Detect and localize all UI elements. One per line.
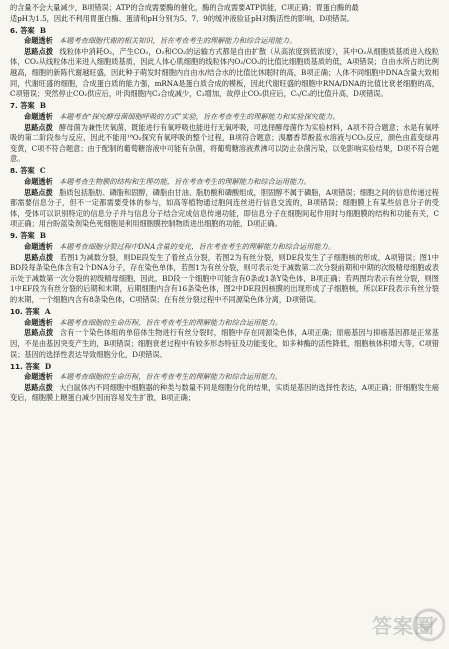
- q10-reasoning: [10, 328, 439, 360]
- q6-reasoning: [10, 47, 439, 100]
- q6-analysis: [10, 36, 439, 47]
- q9-label-reasoning: 思路点拨: [24, 252, 54, 262]
- q10-answer-line: [10, 307, 439, 318]
- intro-line-1: 的含量不会大量减少，B项错误；ATP的合成需要酶的催化，酶的合成需要ATP供能，C项正确；胃蛋白酶的最: [10, 3, 359, 12]
- q8-analysis-text: 本题考查生物膜的结构和生理功能，旨在考查考生的理解能力和综合运用能力。: [59, 177, 311, 186]
- q7-number: 7. 答案: [10, 101, 35, 111]
- q6-answer-line: [10, 26, 439, 37]
- q9-reasoning-text: 若图1为减数分裂，则DE段发生了着丝点分裂，若图2为有丝分裂，则DE段发生了子细胞核的形成，A项错误；图1中BD段每条染色体含有2个DNA分子，存在染色单体，若图1为有丝分裂，则可表示处于减数第二次分裂前期和中期的次级精母细胞或表示处于减数第一次分裂的初级精母细胞，因此，BD段一个细胞中可能含有0条或1条Y染色体，B项正确；若两图均表示有丝分裂，则图1中EF段为有丝分裂的后期和末期，后期细胞内含有16条染色体，图2中DE段因核膜的出现形成了子细胞核，所以EF段表示有丝分裂的末期，一个细胞内含有8条染色体，C项错误；在有丝分裂过程中不同源染色体分离，D项错误。: [10, 252, 439, 305]
- q6-number: 6. 答案: [10, 25, 35, 35]
- q10-reasoning-text: 含有一个染色体组的单倍体生物进行有丝分裂时，细胞中存在同源染色体，A项正确；原癌基因与抑癌基因都是正常基因，不是由基因突变产生的，B项错误；细胞衰老过程中有较多形态特征及功能变化，如多种酶的活性降低，细胞核体积增大等，C项错误；基因的选择性表达导致细胞分化，D项错误。: [10, 328, 439, 359]
- q9-answer-line: [10, 231, 439, 242]
- q7-answer-line: [10, 101, 439, 112]
- q8-answer: C: [39, 166, 46, 176]
- q8-label-reasoning: 思路点拨: [24, 187, 53, 197]
- q6-label-analysis: 命题透析: [24, 36, 53, 46]
- q9-analysis: [10, 242, 439, 253]
- q11-reasoning-text: 大白鼠体内不同细胞中细胞器的种类与数量不同是细胞分化的结果，实质是基因的选择性表达，A项正确；肝细胞发生癌变后，细胞膜上糖蛋白减少因而容易发生扩散，B项正确；: [10, 382, 439, 403]
- q11-answer: D: [44, 361, 52, 371]
- q9-label-analysis: 命题透析: [24, 242, 53, 252]
- q9-reasoning: [10, 253, 439, 306]
- q11-analysis: [10, 372, 439, 383]
- q8-analysis: [10, 177, 439, 188]
- q6-analysis-text: 本题考查细胞代谢的相关知识，旨在考查考生的理解能力和综合运用能力。: [59, 36, 297, 46]
- q7-analysis-text: 本题考查“探究酵母菌细胞呼吸的方式”实验，旨在考查考生的理解能力和实验探究能力。: [59, 111, 340, 121]
- q11-label-analysis: 命题透析: [24, 372, 53, 382]
- q8-number: 8. 答案: [10, 166, 35, 176]
- intro-line-2: 适pH为1.5，因此不利用胃蛋白酶、蛋清和pH分别为5、7、9的缓冲液验证pH对酶活性的影响，D项错误。: [10, 13, 354, 23]
- q7-reasoning-text: 酵母菌为兼性厌氧菌，既能进行有氧呼吸也能进行无氧呼吸，可选择酵母菌作为实验材料，A项不符合题意；水是有氧呼吸的第二阶段参与反应，因此不能用¹⁸O₂探究有氧呼吸的整个过程，B项符合题意；溴麝香草酚蓝水溶液与CO₂反应，颜色由蓝变绿再变黄，C项不符合题意；由于配制的葡萄糖溶液中可能有杂菌，将葡萄糖溶液煮沸可以防止杂菌污染，以免影响实验结果，D项不符合题意。: [10, 122, 439, 164]
- q7-analysis: [10, 112, 439, 123]
- q11-answer-line: [10, 362, 439, 373]
- q8-label-analysis: 命题透析: [24, 177, 53, 186]
- q10-label-reasoning: 思路点拨: [24, 328, 54, 338]
- q7-reasoning: [10, 123, 439, 165]
- watermark-text: 答案圈: [372, 614, 435, 638]
- q9-number: 9. 答案: [10, 231, 35, 241]
- q8-answer-line: [10, 166, 439, 177]
- q8-reasoning: [10, 188, 439, 230]
- q6-answer: B: [39, 25, 46, 35]
- q10-label-analysis: 命题透析: [24, 317, 53, 327]
- q11-label-reasoning: 思路点拨: [24, 382, 53, 392]
- q6-reasoning-text: 线粒体中消耗O₂，产生CO₂，O₂和CO₂的运输方式都是自由扩散（从高浓度到低浓度），其中O₂从细胞质基质进入线粒体，CO₂从线粒体出来进入细胞质基质，因此人体心肌细胞的线粒体内O₂/CO₂的比值比细胞质基质的低，A项错误；自由水所占的比例越高，细胞的新陈代谢越旺盛，因此种子萌发时细胞内自由水/结合水的比值比休眠时的高，B项正确；人体不同细胞中DNA含量大致相同，代谢旺盛的细胞，合成蛋白质的能力强，mRNA是蛋白质合成的模板，因此代谢旺盛的细胞中RNA/DNA的比值比衰老细胞的高，C项错误；突然停止CO₂供应后，叶肉细胞内C₃合成减少，C₃增加，故停止CO₂供应后，C₅/C₃的比值升高，D项错误。: [10, 46, 439, 99]
- q10-analysis: [10, 318, 439, 329]
- q10-analysis-text: 本题考查细胞的生命历程，旨在考查考生的理解能力和综合运用能力。: [59, 317, 282, 327]
- q6-label-reasoning: 思路点拨: [24, 46, 54, 56]
- q7-label-analysis: 命题透析: [24, 111, 53, 121]
- q11-number: 11. 答案: [10, 361, 40, 371]
- q9-analysis-text: 本题考查细胞分裂过程中DNA含量的变化，旨在考查考生的理解能力和综合运用能力。: [59, 242, 336, 252]
- q8-reasoning-text: 脂质包括脂肪、磷脂和固醇，磷脂由甘油、脂肪酸和磷酸组成，胆固醇不属于磷脂，A项错误；细胞之间的信息传递过程都需要信息分子，但不一定都需要受体的参与，如高等植物通过胞间连丝进行信息交流的，B项错误；细胞膜上有某些信息分子的受体，受体可以识别特定的信息分子并与信息分子结合完成信息传递功能，即信息分子在细胞间起作用时与细胞膜的结构和功能有关，C项正确；用台盼蓝染剂染色死细胞是利用细胞膜控制物质进出细胞的功能，D项正确。: [10, 187, 439, 229]
- q7-answer: B: [39, 101, 46, 111]
- q11-reasoning: [10, 383, 439, 404]
- q10-number: 10. 答案: [10, 307, 40, 317]
- q9-answer: B: [39, 231, 46, 241]
- q10-answer: A: [44, 307, 51, 317]
- q7-label-reasoning: 思路点拨: [24, 122, 53, 132]
- q11-analysis-text: 本题考查细胞的生命历程，旨在考查考生的理解能力和综合运用能力。: [59, 372, 282, 382]
